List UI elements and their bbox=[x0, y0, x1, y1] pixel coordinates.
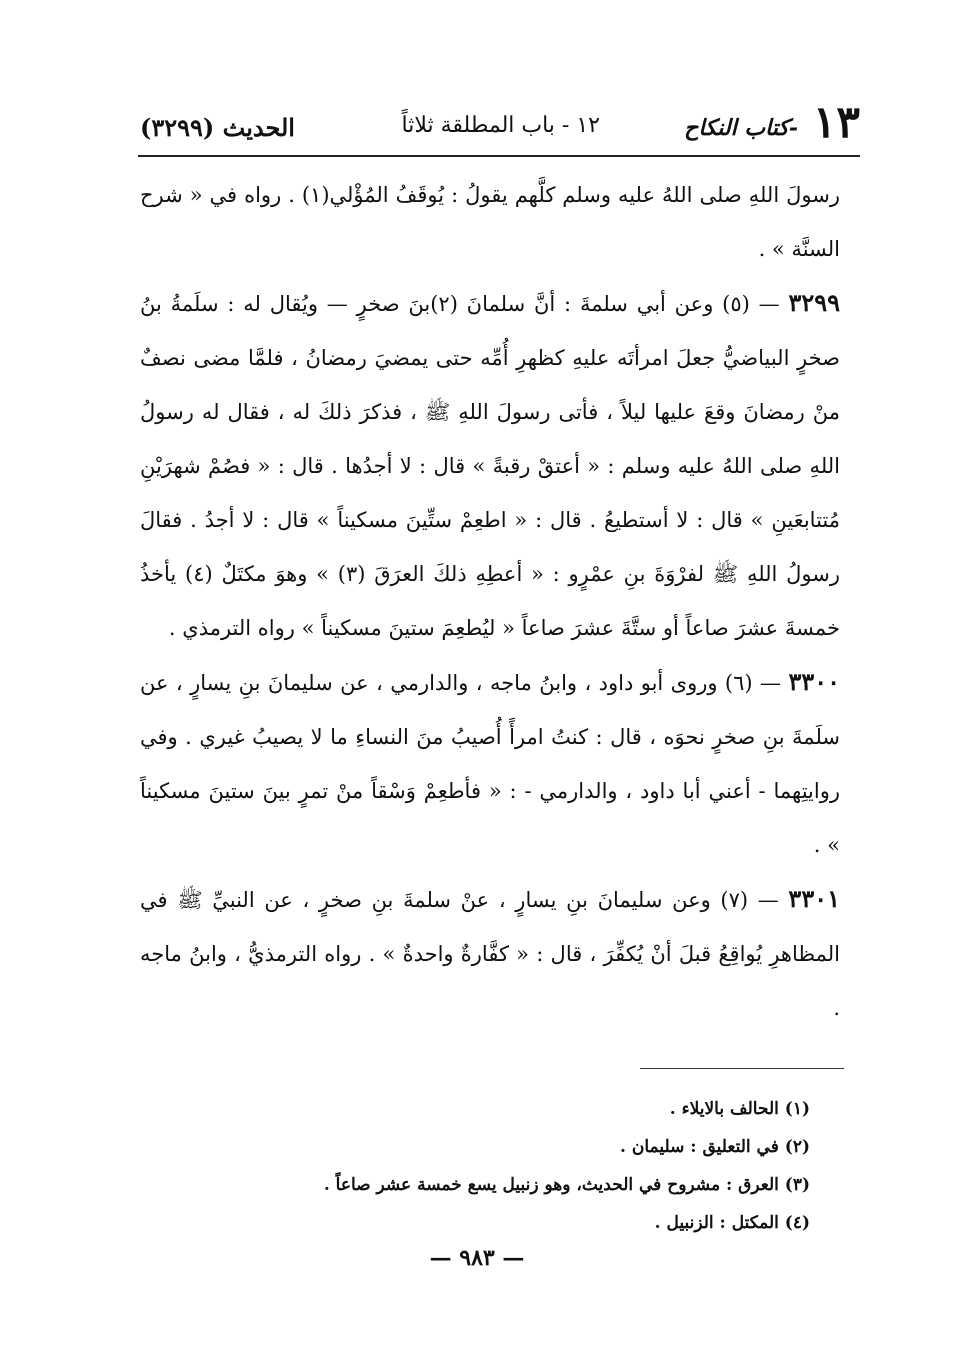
main-text bbox=[140, 168, 840, 1035]
footnote: (٣) العرق : مشروح في الحديث، وهو زنبيل يسع خمسة عشر صاعاً . bbox=[323, 1175, 810, 1195]
chapter-title: ١٢ - باب المطلقة ثلاثاً bbox=[401, 113, 600, 138]
hadith-number: ٣٣٠١ bbox=[788, 884, 840, 913]
footnote: (١) الحالف بالايلاء . bbox=[669, 1099, 810, 1119]
paragraph-text: — (٥) وعن أبي سلمةَ : أنَّ سلمانَ (٢)بنَ صخرٍ — ويُقال له : سلَمةُ بنُ صخرٍ البياضيُّ جعلَ امرأتَه عليهِ كظهرِ أُمِّه حتى يمضيَ رمضانُ ، فلمَّا مضى نصفٌ منْ رمضانَ وقعَ عليها ليلاً ، فأتى رسولَ اللهِ ﷺ ، فذكرَ ذلكَ له ، فقال له رسولُ اللهِ صلى اللهُ عليه وسلم : « أعتقْ رقبةً » قال : لا أجدُها . قال : « فصُمْ شهرَيْنِ مُتتابعَينِ » قال : لا أستطيعُ . قال : « اطعِمْ ستِّينَ مسكيناً » قال : لا أجدُ . فقالَ رسولُ اللهِ ﷺ لفرْوَةَ بنِ عمْرٍو : « أعطِهِ ذلكَ العرَقَ (٣) » وهوَ مكتَلٌ (٤) يأخذُ خمسةَ عشرَ صاعاً أو ستَّةَ عشرَ صاعاً « ليُطعِمَ ستينَ مسكيناً » رواه الترمذي . bbox=[140, 292, 840, 640]
book-number: ١٣ bbox=[812, 97, 860, 148]
footnote: (٢) في التعليق : سليمان . bbox=[620, 1137, 810, 1157]
paragraph bbox=[140, 168, 840, 276]
hadith-range: الحديث (٣٢٩٩) bbox=[140, 113, 295, 142]
footnote: (٤) المكتل : الزنبيل . bbox=[654, 1213, 810, 1233]
paragraph bbox=[140, 276, 840, 655]
book-title: -كتاب النكاح bbox=[684, 115, 798, 141]
paragraph-text: — (٦) وروى أبو داود ، وابنُ ماجه ، والدارمي ، عن سليمانَ بنِ يسارٍ ، عن سلَمةَ بنِ صخرٍ نحوَه ، قال : كنتُ امرأً أُصيبُ منَ النساءِ ما لا يصيبُ غيري . وفي روايتِهما - أعني أبا داود ، والدارمي - : « فأطعِمْ وَسْقاً منْ تمرٍ بينَ ستينَ مسكيناً » . bbox=[140, 671, 840, 857]
header-divider bbox=[138, 155, 860, 157]
page-number: — ٩٨٣ — bbox=[429, 1245, 525, 1271]
paragraph bbox=[140, 872, 840, 1035]
paragraph-text: — (٧) وعن سليمانَ بنِ يسارٍ ، عنْ سلمةَ بنِ صخرٍ ، عن النبيِّ ﷺ في المظاهرِ يُواقِعُ قبلَ أنْ يُكفِّرَ ، قال : « كفَّارةٌ واحدةٌ » . رواه الترمذيُّ ، وابنُ ماجه . bbox=[140, 888, 840, 1020]
hadith-number: ٣٢٩٩ bbox=[788, 288, 840, 317]
paragraph-text: رسولَ اللهِ صلى اللهُ عليه وسلم كلَّهم يقولُ : يُوقَفُ المُؤْلي(١) . رواه في « شرح السنَّة » . bbox=[140, 183, 840, 261]
footnotes bbox=[290, 1090, 810, 1242]
paragraph bbox=[140, 655, 840, 872]
hadith-number: ٣٣٠٠ bbox=[788, 667, 840, 696]
running-header bbox=[140, 97, 860, 155]
footnote-divider bbox=[640, 1068, 844, 1069]
